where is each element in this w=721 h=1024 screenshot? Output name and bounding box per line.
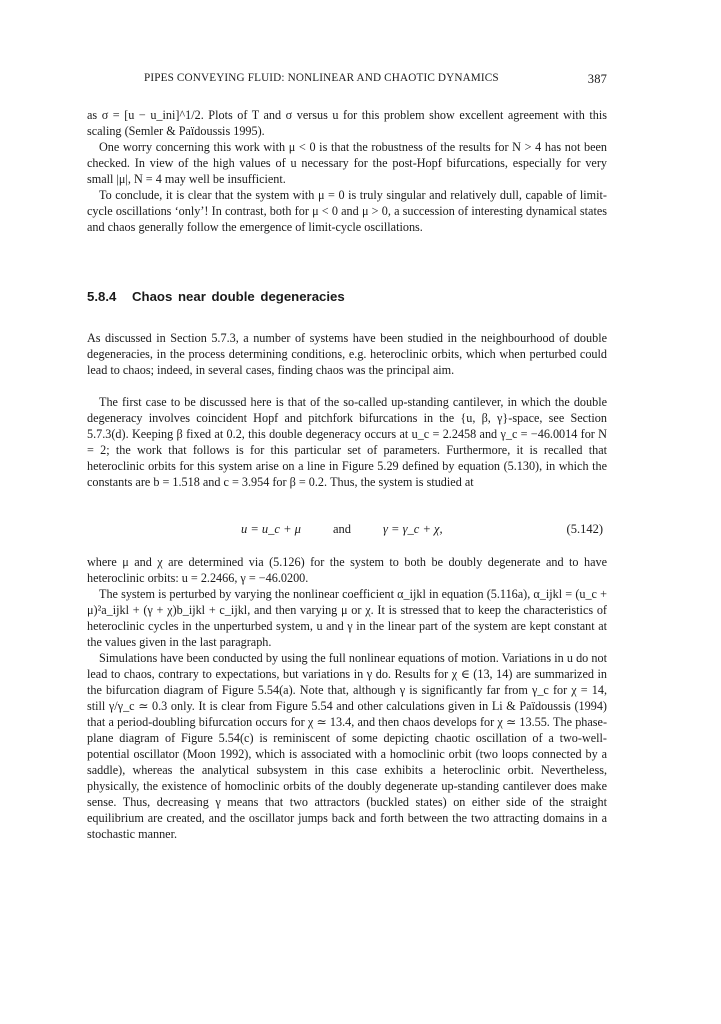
equation-connector: and: [333, 522, 352, 536]
equation-rhs: γ = γ_c + χ,: [383, 522, 443, 536]
equation-5-142: [87, 522, 607, 538]
running-header: [87, 72, 607, 88]
paragraph-heteroclinic-values: where μ and χ are determined via (5.126) for the system to both be doubly degenerate and to have heteroclinic orbits: u = 2.2466, γ = −46.0200.: [87, 555, 607, 585]
equation-lhs: u = u_c + μ: [241, 522, 301, 536]
paragraph-double-degeneracies: As discussed in Section 5.7.3, a number of systems have been studied in the neighbourhood of double degeneracies, in the process determining conditions, e.g. heteroclinic orbits, which when perturbed could lead to chaos; indeed, in several cases, finding chaos was the principal aim.: [87, 331, 607, 377]
running-title: PIPES CONVEYING FLUID: NONLINEAR AND CHAOTIC DYNAMICS: [144, 72, 499, 84]
section-heading: [87, 289, 345, 304]
paragraph-scaling: as σ = [u − u_ini]^1/2. Plots of T and σ versus u for this problem show excellent agreement with this scaling (Semler & Païdoussis 1995).: [87, 108, 607, 138]
section-title: Chaos near double degeneracies: [132, 289, 345, 304]
paragraph-perturbation: The system is perturbed by varying the nonlinear coefficient α_ijkl in equation (5.116a), α_ijkl = (u_c + μ)²a_ijkl + (γ + χ)b_ijkl + c_ijkl, and then varying μ or χ. It is stressed that to keep the characteristics of heteroclinic cycles in the unperturbed system, u and γ in the linear part of the system are kept constant at the values given in the last paragraph.: [87, 587, 607, 649]
paragraph-robustness: One worry concerning this work with μ < 0 is that the robustness of the results for N > 4 has not been checked. In view of the high values of u necessary for the post-Hopf bifurcations, especially for very small |μ|, N = 4 may well be insufficient.: [87, 140, 607, 186]
paragraph-simulations: Simulations have been conducted by using the full nonlinear equations of motion. Variations in u do not lead to chaos, contrary to expectations, but variations in γ do. Results for χ ∈ (13, 14) are summarized in the bifurcation diagram of Figure 5.54(a). Note that, although γ is significantly far from γ_c for χ = 14, still γ/γ_c ≃ 0.3 only. It is clear from Figure 5.54 and other calculations given in Li & Païdoussis (1994) that a period-doubling bifurcation occurs for χ ≃ 13.4, and then chaos develops for χ ≃ 13.55. The phase-plane diagram of Figure 5.54(c) is reminiscent of some depicting chaotic oscillation of a two-well-potential oscillator (Moon 1992), which is associated with a homoclinic orbit (two loops connected by a saddle), whereas the analytical subsystem in this case exhibits a heteroclinic orbit. Nevertheless, physically, the existence of homoclinic orbits of the doubly degenerate up-standing cantilever does make sense. Thus, decreasing γ means that two attractors (buckled states) on either side of the straight equilibrium are created, and the oscillator jumps back and forth between the two attracting domains in a stochastic manner.: [87, 651, 607, 841]
equation-number: (5.142): [566, 522, 603, 536]
paragraph-conclusion: To conclude, it is clear that the system with μ = 0 is truly singular and relatively dull, capable of limit-cycle oscillations ‘only’! In contrast, both for μ < 0 and μ > 0, a succession of interesting dynamical states and chaos generally follow the emergence of limit-cycle oscillations.: [87, 188, 607, 234]
section-number: 5.8.4: [87, 289, 117, 304]
page-number: 387: [587, 72, 607, 86]
paragraph-upstanding-cantilever: The first case to be discussed here is that of the so-called up-standing cantilever, in which the double degeneracy involves coincident Hopf and pitchfork bifurcations in the {u, β, γ}-space, see Section 5.7.3(d). Keeping β fixed at 0.2, this double degeneracy occurs at u_c = 2.2458 and γ_c = −46.0014 for N = 2; the work that follows is for this particular set of parameters. Furthermore, it is recalled that heteroclinic orbits for this system arise on a line in Figure 5.29 defined by equation (5.130), in which the constants are b = 1.518 and c = 3.954 for β = 0.2. Thus, the system is studied at: [87, 395, 607, 489]
